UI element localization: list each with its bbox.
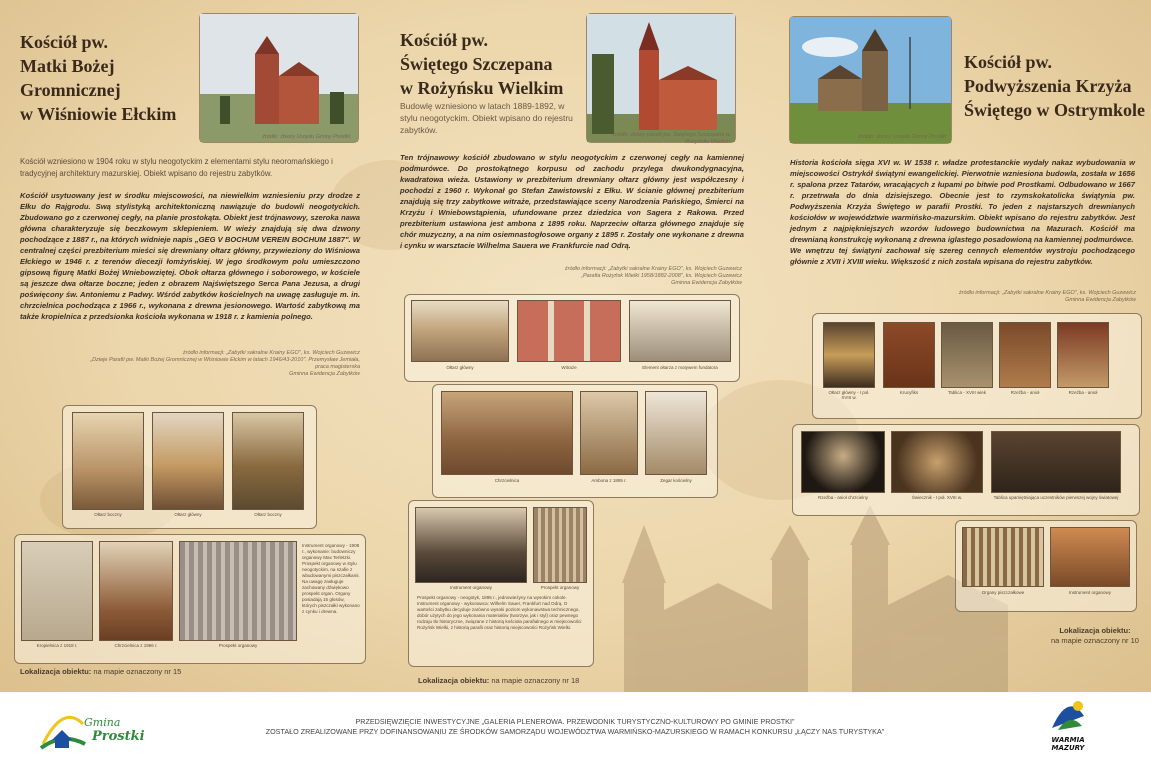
church-3-source: źródło informacji: „Zabytki sakralne Krainy EGO", ks. Wojciech Guzewicz Gminna Ewidencja Zabytków (958, 290, 1136, 303)
candle-holder-photo (891, 431, 983, 493)
side-altar-photo (232, 412, 304, 510)
holy-water-font-photo (21, 541, 93, 641)
church-2-title: Kościół pw. Świętego Szczepana w Rożyńsku Wielkim (400, 30, 564, 98)
footer-bar (0, 692, 1151, 768)
photo-caption: Chrzcielnica (494, 478, 520, 483)
church-1-exterior-photo (199, 13, 359, 143)
photo-source-caption: źródło: zbiory parafii pw. Świętego Szczepana w Rożyńsku Wielkim (612, 132, 730, 145)
photo-caption: Tablica - XVIII wiek (947, 390, 986, 395)
photo-caption: Instrument organowy (449, 585, 493, 590)
church-1-title: Kościół pw. Matki Bożej Gromnicznej w Wiśniowie Ełckim (20, 32, 177, 124)
photo-caption: Kropielnica z 1918 r. (36, 643, 78, 648)
main-altar-photo (152, 412, 224, 510)
church-2-source: źródło informacji: „Zabytki sakralne Krainy EGO", ks. Wojciech Guzewicz „Parafia Rożyńsk Wielki 1958/1882-2008", ks. Wojciech Guzewicz Gminna Ewidencja Zabytków (564, 266, 742, 286)
photo-caption: Ołtarz boczny (94, 512, 122, 517)
baptismal-angel-photo (801, 431, 885, 493)
angel-sculpture-photo (999, 322, 1051, 388)
photo-caption: Instrument organowy (1068, 590, 1112, 595)
church-1-source: źródło informacji: „Zabytki sakralne Krainy EGO", ks. Wojciech Guzewicz „Dzieje Parafii pw. Matki Bożej Gromnicznej w Wiśniowie Ełckim w latach 1946/43-2010". Przemysław Jemiała, praca magisterska Gminna Ewidencja Zabytków (90, 350, 360, 377)
side-altar-photo (72, 412, 144, 510)
photo-caption: Rzeźba - anioł chrzcielny (817, 495, 869, 500)
warmia-mazury-logo (1040, 698, 1096, 762)
photo-caption: Prospekt organowy (218, 643, 258, 648)
church-1-description: Kościół usytuowany jest w środku miejscowości, na niewielkim wzniesieniu przy drodze z Ełku do Rajgrodu. Swą stylistyką architektoniczną nawiązuje do budowli neogotyckich. Zbudowano go z czerwonej cegły, na planie prostokąta. Obiekt jest trójnawowy, szeroka nawa główna charakteryzuje się beczkowym sklepieniem. W wieży znajdują się dwa dzwony pochodzące z 1887 r., na których widnieje napis „GEG V BOCHUM VEREIN BOCHUM 1887". W centralnej części prezbiterium mieści się drewniany ołtarz główny, przywieziony do Wiśniowa Ełckiego w 1946 r. z terenów diecezji łomżyńskiej. W jego środkowym polu umieszczono gipsową figurę Matki Bożej Wniebowziętej. Obok ołtarza głównego i soborowego, w kościele są jeszcze dwa ołtarze boczne; jeden z obrazem Najświętszego Serca Pana Jezusa, a drugi poświęcony św. Antoniemu z Padwy. Wśród zabytków kościelnych na uwagę zasługuje m. in. chrzcielnica pochodząca z 1966 r., wykonana z drewna jesionowego. Wartość zabytkową ma także kropielnica z przedsionka kościoła wykonana w 1918 r. z kamienia polnego. (20, 191, 360, 321)
church-2-organ-frame (408, 500, 594, 667)
photo-caption: Ołtarz główny - I poł. XVIII w. (828, 390, 870, 400)
warmia-mazury-logo-icon (1048, 698, 1088, 736)
photo-source-caption: źródło: zbiory Urzędu Gminy Prostki (858, 134, 946, 140)
church-3-angels-frame (792, 424, 1140, 516)
photo-caption: Chrzcielnica z 1966 r. (114, 643, 158, 648)
organ-note: Instrument organowy - 1908 r., wykonanie: budowniczy organowy Max Terletzki. Prospekt organowy w stylu neogotyckim, na szafie z wbudowanymi piszczałkami. Na uwagę zasługuje zachowany dźwiękowo prospekt organ. Organy posiadają 15 głosów, których piszczałki wykonano z cynku i drewna. (302, 543, 360, 614)
church-1-location: Lokalizacja obiektu: na mapie oznaczony nr 15 (20, 667, 182, 676)
pulpit-photo (580, 391, 638, 475)
funding-line-2: ZOSTAŁO ZREALIZOWANE PRZY DOFINANSOWANIU ZE ŚRODKÓW SAMORZĄDU WOJEWÓDZTWA WARMIŃSKO-MAZURSKIEGO W RAMACH KONKURSU „ŁĄCZY NAS TURYSTYKA" (265, 727, 885, 736)
church-3-exterior-photo (789, 16, 952, 144)
church-1-intro: Kościół wzniesiono w 1904 roku w stylu neogotyckim z elementami stylu neoromańskiego i tradycyjnej architektury mazurskiej. Obiekt wpisano do rejestru zabytków. (20, 157, 333, 178)
photo-caption: Świecznik - I poł. XVIII w. (911, 495, 963, 500)
church-3-organ-frame (955, 520, 1137, 612)
altar-founder-photo (629, 300, 731, 362)
church-clock-photo (645, 391, 707, 475)
crucifix-photo (883, 322, 935, 388)
photo-caption: Witraże (561, 365, 577, 370)
church-2-location: Lokalizacja obiektu: na mapie oznaczony nr 18 (418, 676, 580, 685)
photo-caption: Krucyfiks (899, 390, 919, 395)
photo-caption: Tablica upamiętniająca uczestników pierwszej wojny światowej (993, 495, 1119, 500)
memorial-plaque-photo (941, 322, 993, 388)
funding-info (200, 717, 950, 737)
church-2-altar-frame (404, 294, 740, 382)
ww1-memorial-plaque-photo (991, 431, 1121, 493)
gmina-prostki-logo: Gmina Prostki (38, 702, 156, 756)
baptismal-font-photo (441, 391, 573, 475)
photo-source-caption: źródło: zbiory Urzędu Gminy Prostki (262, 134, 350, 140)
gmina-prostki-logo-icon (38, 704, 88, 754)
organ-prospect-photo (533, 507, 587, 583)
church-3-furnishings-frame (812, 313, 1142, 419)
church-2-furnishings-frame (432, 384, 718, 498)
photo-caption: Ambona z 1895 r. (591, 478, 627, 483)
photo-caption: Ołtarz boczny (254, 512, 282, 517)
funding-line-1: PRZEDSIĘWZIĘCIE INWESTYCYJNE „GALERIA PLENEROWA. PRZEWODNIK TURYSTYCZNO-KULTUROWY PO GMINIE PROSTKI" (355, 717, 795, 726)
photo-caption: Rzeźba - anioł (1068, 390, 1098, 395)
organ-pipes-photo (962, 527, 1044, 587)
church-3-description: Historia kościoła sięga XVI w. W 1538 r. władze protestanckie wydały nakaz wybudowania w miejscowości Ostrykół świątyni ewangelickiej. Pierwotnie wzniesiona budowla, została w 1656 r. spalona przez Tatarów, wracających z łupami po bitwie pod Prostkami. Odbudowano w 1667 r. przetrwała do dnia dzisiejszego. Obecnie jest to rzymskokatolicka świątynia pw. Podwyższenia Krzyża Świętego w parafii Prostki. To jeden z najstarszych drewnianych kościołów w województwie warmińsko-mazurskim. Obiekt wpisano do rejestru zabytków. Jest jednym z najpiękniejszych wzorów ludowego budownictwa na Mazurach. Kościół ma drewnianą konstrukcję wykonaną z drewna iglastego posadowioną na kamiennej podmurówce. We wnętrzu tej świątyni zachował się szereg cennych elementów wystroju pochodzącego głównie z XVII i XVIII wieku. Większość z nich została wpisana do rejestru zabytków. (790, 158, 1135, 266)
church-2-intro: Budowlę wzniesiono w latach 1889-1892, w stylu neogotyckim. Obiekt wpisano do rejestru zabytków. (400, 101, 573, 135)
photo-caption: Ołtarz główny (174, 512, 202, 517)
photo-caption: Prospekt organowy (540, 585, 580, 590)
photo-caption: Rzeźba - anioł (1010, 390, 1040, 395)
warmia-mazury-logo-text: WARMIA MAZURY (1051, 736, 1085, 752)
church-2-description: Ten trójnawowy kościół zbudowano w stylu neogotyckim z czerwonej cegły na kamiennej podmurówce. Do prostokątnego korpusu od zachodu przylega dwukondygnacyjna, kwadratowa wieża. Ustawiony w prezbiterium drewniany ołtarz główny jest współczesny i pochodzi z 1960 r. Wykonał go Stefan Zawistowski z Ełku. W ścianie głównej prezbiterium znajdują się trzy zabytkowe witraże, przedstawiające sceny Narodzenia Pańskiego, Śmierci na Krzyżu i Wniebowstąpienia, ufundowane przez dziedzica von Sagera z Rakowa. Przed prezbiterium ustawiona jest ambona z 1895 roku. Naprzeciw ołtarza głównego znajduje się chór muzyczny, a na nim osiemnastogłosowe organy z 1895 r. Zostały one wykonane z drewna i cynku w warsztacie Wilhelma Sauera we Frankfurcie nad Odrą. (400, 153, 744, 250)
organ-console-photo (1050, 527, 1130, 587)
organ-instrument-photo (415, 507, 527, 583)
photo-caption: Zegar kościelny (660, 478, 692, 483)
baptismal-font-photo (99, 541, 173, 641)
church-3-location: Lokalizacja obiektu: na mapie oznaczony nr 10 (1051, 626, 1139, 645)
main-altar-photo (823, 322, 875, 388)
church-2-exterior-photo (586, 13, 736, 143)
church-1-altars-frame (62, 405, 317, 529)
main-altar-photo (411, 300, 509, 362)
organ-prospect-photo (179, 541, 297, 641)
photo-caption: Ołtarz główny (446, 365, 474, 370)
angel-sculpture-photo (1057, 322, 1109, 388)
photo-caption: Organy piszczałkowe (981, 590, 1025, 595)
photo-caption: Element ołtarza z motywem fundatora (642, 365, 718, 370)
stained-glass-photo (517, 300, 621, 362)
church-3-title: Kościół pw. Podwyższenia Krzyża Świętego w Ostrymkole (964, 52, 1145, 120)
church-1-furnishings-frame (14, 534, 366, 664)
organ-note: Prospekt organowy - neogotyk, 1895 r., jednowieżyny na wysokim cokole. Instrument organowy - wykonawca: Wilhelm Sauer, Frankfurt nad Odrą. O wartości zabytku decyduje zarówno wysoki poziom wykonawstwa technicznego, dobór użytych do jego wykonania materiałów (tworzyw, jak i styl) oraz pewnego rodzaju tło historyczne, związane z historią kościoła parafialnego w miejscowości Rożyńsk Wielki, z historią parafii oraz historią miejscowości Rożyńsk Wielki. (417, 595, 582, 630)
